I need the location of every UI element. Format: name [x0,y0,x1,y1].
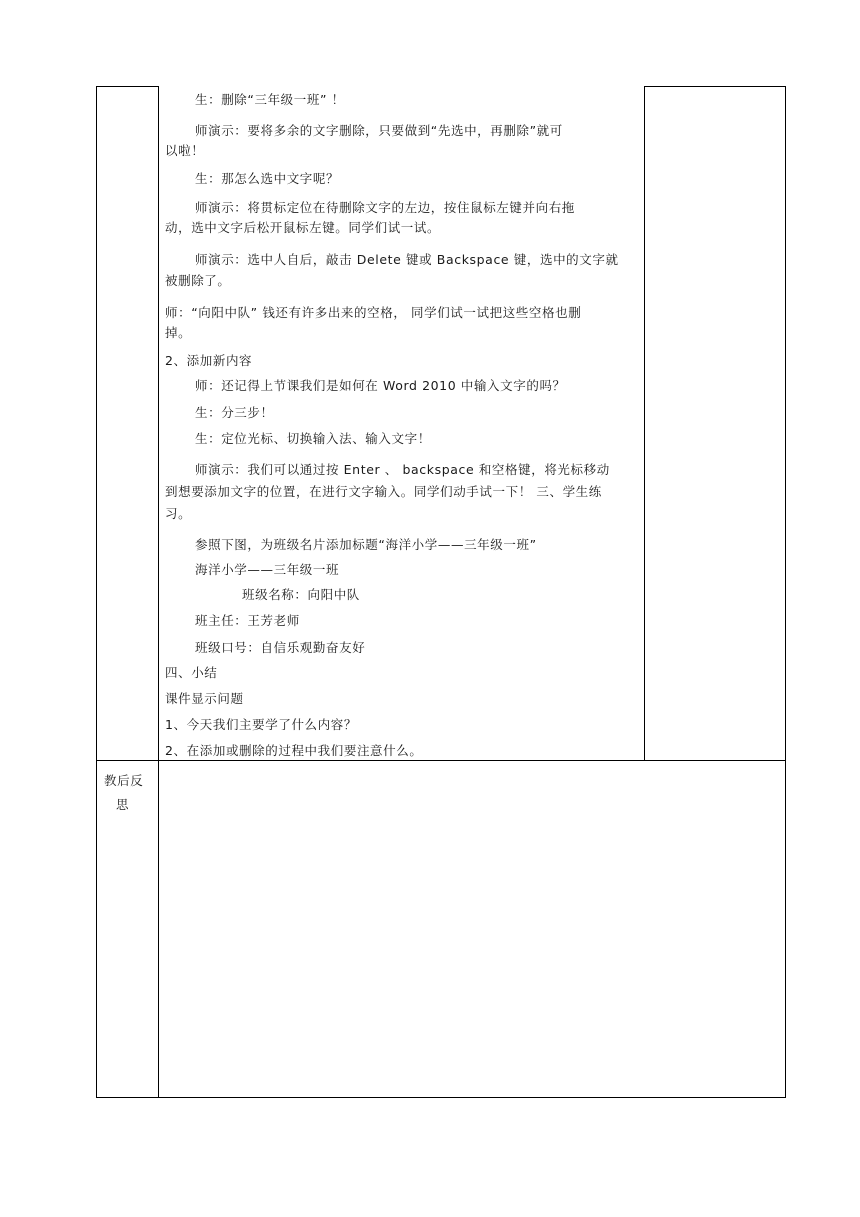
content-line: 课件显示问题 [165,691,244,706]
content-line: 师演示：我们可以通过按 Enter 、 backspace 和空格键，将光标移动 [195,462,610,477]
table-divider-inner-left [158,86,159,1097]
content-line: 到想要添加文字的位置，在进行文字输入。同学们动手试一下！ 三、学生练 [165,484,602,499]
content-line: 班主任：王芳老师 [195,613,300,628]
content-line: 2、在添加或删除的过程中我们要注意什么。 [165,743,423,758]
content-line: 2、添加新内容 [165,353,253,368]
content-line: 1、今天我们主要学了什么内容？ [165,717,357,732]
table-divider-inner-right [644,86,645,760]
content-line: 生：分三步！ [195,405,274,420]
content-line: 海洋小学——三年级一班 [195,562,340,577]
table-border-bottom [96,1097,786,1098]
content-line: 班级名称：向阳中队 [242,587,360,602]
table-border-right [785,86,786,1097]
content-line: 生：删除“三年级一班” ！ [195,92,345,107]
content-line: 生：那怎么选中文字呢？ [195,171,340,186]
content-line: 师演示：要将多余的文字删除，只要做到“先选中，再删除”就可 [195,123,563,138]
table-row-divider [96,760,786,761]
content-line: 师：“向阳中队” 钱还有许多出来的空格， 同学们试一试把这些空格也删 [165,305,582,320]
content-line: 以啦！ [165,143,205,158]
table-border-left [96,86,97,1097]
content-line: 动，选中文字后松开鼠标左键。同学们试一试。 [165,220,441,235]
content-line: 习。 [165,506,192,521]
content-line: 掉。 [165,325,192,340]
table-border-top-left [96,86,158,87]
reflection-label-line2: 思 [116,797,130,812]
content-line: 被删除了。 [165,273,231,288]
content-line: 师演示：选中人自后，敲击 Delete 键或 Backspace 键，选中的文字就 [195,252,619,267]
reflection-label-line1: 教后反 [104,773,144,788]
content-line: 生：定位光标、切换输入法、输入文字！ [195,431,431,446]
table-border-top-right [644,86,786,87]
content-line: 班级口号：自信乐观勤奋友好 [195,640,366,655]
content-line: 师：还记得上节课我们是如何在 Word 2010 中输入文字的吗？ [195,378,566,393]
content-line: 师演示：将贯标定位在待删除文字的左边，按住鼠标左键并向右拖 [195,200,575,215]
content-line: 参照下图，为班级名片添加标题“海洋小学——三年级一班” [195,537,537,552]
content-line: 四、小结 [165,665,218,680]
